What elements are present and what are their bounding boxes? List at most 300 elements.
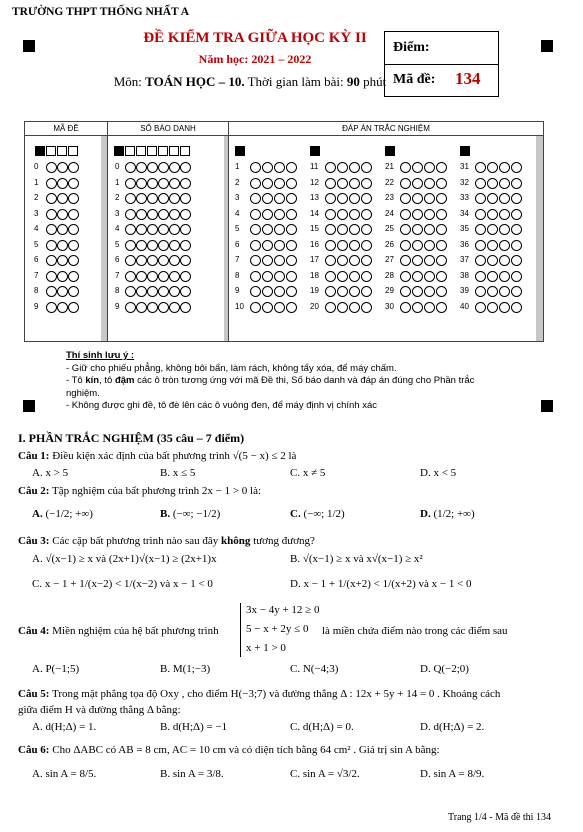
answer-bubble[interactable] (400, 224, 411, 235)
candidate-number-bubble[interactable] (169, 286, 180, 297)
q2-option-d[interactable] (420, 508, 475, 520)
candidate-number-bubble[interactable] (136, 224, 147, 235)
answer-bubble[interactable] (487, 209, 498, 220)
answer-bubble[interactable] (400, 286, 411, 297)
answer-bubble[interactable] (412, 240, 423, 251)
answer-bubble[interactable] (286, 271, 297, 282)
answer-bubble[interactable] (274, 240, 285, 251)
candidate-number-bubble[interactable] (180, 302, 191, 313)
exam-code-bubble[interactable] (46, 162, 57, 173)
candidate-number-bubble[interactable] (158, 193, 169, 204)
candidate-number-bubble[interactable] (125, 240, 136, 251)
question-5-label: Câu 5: (18, 688, 50, 700)
answer-bubble[interactable] (337, 209, 348, 220)
answer-bubble[interactable] (262, 271, 273, 282)
answer-bubble[interactable] (424, 178, 435, 189)
q2-option-c[interactable] (290, 508, 345, 520)
answer-bubble[interactable] (262, 302, 273, 313)
exam-code-bubble[interactable] (46, 255, 57, 266)
candidate-number-bubble[interactable] (169, 255, 180, 266)
exam-code-bubble[interactable] (57, 286, 68, 297)
answer-bubble[interactable] (499, 255, 510, 266)
answer-bubble[interactable] (349, 271, 360, 282)
answer-bubble[interactable] (250, 193, 261, 204)
exam-code-bubble[interactable] (68, 178, 79, 189)
candidate-number-bubble[interactable] (147, 162, 158, 173)
answer-bubble[interactable] (487, 302, 498, 313)
candidate-number-bubble[interactable] (158, 271, 169, 282)
candidate-number-bubble[interactable] (180, 286, 191, 297)
candidate-number-bubble[interactable] (136, 162, 147, 173)
candidate-number-bubble[interactable] (136, 286, 147, 297)
answer-bubble[interactable] (250, 224, 261, 235)
exam-code-bubble[interactable] (57, 255, 68, 266)
exam-code-bubble[interactable] (68, 224, 79, 235)
candidate-number-bubble[interactable] (158, 162, 169, 173)
candidate-number-bubble[interactable] (169, 302, 180, 313)
candidate-number-bubble[interactable] (147, 193, 158, 204)
answer-bubble[interactable] (436, 209, 447, 220)
answer-bubble[interactable] (499, 286, 510, 297)
answer-bubble[interactable] (487, 240, 498, 251)
candidate-number-bubble[interactable] (180, 178, 191, 189)
id-entry-box[interactable] (180, 146, 190, 156)
answer-bubble[interactable] (487, 286, 498, 297)
q5-option-d[interactable]: D. d(H;Δ) = 2. (420, 721, 485, 733)
answer-bubble[interactable] (412, 162, 423, 173)
answer-bubble[interactable] (475, 286, 486, 297)
answer-bubble[interactable] (511, 286, 522, 297)
answer-bubble[interactable] (400, 193, 411, 204)
answer-bubble[interactable] (286, 162, 297, 173)
answer-bubble[interactable] (487, 271, 498, 282)
exam-code-bubble[interactable] (57, 162, 68, 173)
q2-option-b-text: (−∞; −1/2) (172, 508, 221, 520)
q2-option-a[interactable] (32, 508, 93, 520)
candidate-number-bubble[interactable] (169, 162, 180, 173)
candidate-number-bubble[interactable] (136, 209, 147, 220)
candidate-number-bubble[interactable] (169, 193, 180, 204)
code-entry-box[interactable] (68, 146, 78, 156)
answer-bubble[interactable] (424, 255, 435, 266)
answer-bubble[interactable] (262, 240, 273, 251)
answer-bubble[interactable] (511, 302, 522, 313)
answer-bubble[interactable] (424, 302, 435, 313)
answer-bubble[interactable] (400, 255, 411, 266)
answer-number-label: 20 (310, 301, 319, 311)
candidate-number-bubble[interactable] (125, 302, 136, 313)
answer-bubble[interactable] (250, 162, 261, 173)
answer-bubble[interactable] (511, 178, 522, 189)
answer-bubble[interactable] (286, 209, 297, 220)
q3-option-c[interactable]: C. x − 1 + 1/(x−2) < 1/(x−2) và x − 1 < 0 (32, 578, 213, 590)
answer-bubble[interactable] (400, 240, 411, 251)
answer-bubble[interactable] (487, 178, 498, 189)
answer-bubble[interactable] (424, 224, 435, 235)
answer-bubble[interactable] (349, 255, 360, 266)
exam-code-bubble[interactable] (68, 271, 79, 282)
exam-code-bubble[interactable] (68, 193, 79, 204)
exam-code-bubble[interactable] (46, 224, 57, 235)
answer-bubble[interactable] (487, 255, 498, 266)
answer-bubble[interactable] (499, 178, 510, 189)
candidate-digit-label: 5 (115, 239, 120, 249)
q3-option-b[interactable]: B. √(x−1) ≥ x và x√(x−1) ≥ x² (290, 553, 423, 565)
answer-bubble[interactable] (286, 193, 297, 204)
q6-option-c[interactable]: C. sin A = √3/2. (290, 768, 360, 780)
answer-bubble[interactable] (436, 240, 447, 251)
answer-bubble[interactable] (361, 240, 372, 251)
exam-code-bubble[interactable] (57, 224, 68, 235)
q5-option-b[interactable]: B. d(H;Δ) = −1 (160, 721, 228, 733)
answer-bubble[interactable] (286, 240, 297, 251)
candidate-number-bubble[interactable] (136, 240, 147, 251)
answer-bubble[interactable] (325, 224, 336, 235)
answer-bubble[interactable] (262, 162, 273, 173)
answer-bubble[interactable] (361, 302, 372, 313)
answer-bubble[interactable] (475, 302, 486, 313)
answer-bubble[interactable] (274, 193, 285, 204)
id-entry-box[interactable] (158, 146, 168, 156)
code-entry-box[interactable] (57, 146, 67, 156)
exam-code-bubble[interactable] (68, 286, 79, 297)
candidate-number-bubble[interactable] (125, 178, 136, 189)
answer-bubble[interactable] (325, 209, 336, 220)
answer-bubble[interactable] (361, 209, 372, 220)
answer-bubble[interactable] (475, 255, 486, 266)
answer-bubble[interactable] (250, 302, 261, 313)
answer-bubble[interactable] (412, 224, 423, 235)
exam-code-bubble[interactable] (46, 209, 57, 220)
answer-bubble[interactable] (424, 271, 435, 282)
q5-option-c[interactable]: C. d(H;Δ) = 0. (290, 721, 354, 733)
answer-bubble[interactable] (337, 193, 348, 204)
answer-bubble[interactable] (325, 255, 336, 266)
answer-bubble[interactable] (250, 240, 261, 251)
candidate-number-bubble[interactable] (169, 209, 180, 220)
answer-bubble[interactable] (424, 162, 435, 173)
answer-bubble[interactable] (262, 224, 273, 235)
answer-bubble[interactable] (274, 271, 285, 282)
candidate-number-bubble[interactable] (180, 255, 191, 266)
candidate-number-bubble[interactable] (136, 302, 147, 313)
exam-code-bubble[interactable] (57, 271, 68, 282)
answer-bubble[interactable] (325, 302, 336, 313)
candidate-number-bubble[interactable] (180, 224, 191, 235)
answer-number-label: 30 (385, 301, 394, 311)
answer-bubble[interactable] (436, 286, 447, 297)
exam-code-bubble[interactable] (46, 193, 57, 204)
answer-bubble[interactable] (250, 255, 261, 266)
answer-bubble[interactable] (262, 286, 273, 297)
answer-number-label: 15 (310, 224, 319, 233)
q6-option-d[interactable]: D. sin A = 8/9. (420, 768, 485, 780)
answer-bubble[interactable] (337, 162, 348, 173)
exam-code-bubble[interactable] (46, 240, 57, 251)
answer-number-label: 17 (310, 255, 319, 264)
q6-option-a[interactable]: A. sin A = 8/5. (32, 768, 97, 780)
answer-bubble[interactable] (400, 302, 411, 313)
answer-bubble[interactable] (349, 302, 360, 313)
answer-bubble[interactable] (274, 224, 285, 235)
id-entry-box[interactable] (169, 146, 179, 156)
candidate-number-bubble[interactable] (158, 209, 169, 220)
exam-code-bubble[interactable] (68, 209, 79, 220)
exam-code-bubble[interactable] (46, 286, 57, 297)
exam-code-bubble[interactable] (46, 178, 57, 189)
answer-bubble[interactable] (361, 271, 372, 282)
answer-bubble[interactable] (349, 193, 360, 204)
answer-bubble[interactable] (499, 193, 510, 204)
exam-code-bubble[interactable] (57, 193, 68, 204)
candidate-number-bubble[interactable] (125, 209, 136, 220)
q3-option-d[interactable]: D. x − 1 + 1/(x+2) < 1/(x+2) và x − 1 < 0 (290, 578, 472, 590)
answer-bubble[interactable] (361, 178, 372, 189)
candidate-number-bubble[interactable] (136, 271, 147, 282)
answer-bubble[interactable] (475, 271, 486, 282)
answer-bubble[interactable] (262, 193, 273, 204)
answer-bubble[interactable] (286, 286, 297, 297)
candidate-number-bubble[interactable] (147, 224, 158, 235)
answer-bubble[interactable] (424, 193, 435, 204)
answer-bubble[interactable] (412, 255, 423, 266)
answer-bubble[interactable] (361, 286, 372, 297)
q2-option-d-letter: D. (420, 508, 431, 520)
candidate-number-bubble[interactable] (147, 178, 158, 189)
q2-option-b[interactable] (160, 508, 220, 520)
answer-bubble[interactable] (436, 255, 447, 266)
answer-bubble[interactable] (511, 271, 522, 282)
answer-bubble[interactable] (412, 178, 423, 189)
answer-bubble[interactable] (436, 178, 447, 189)
candidate-number-bubble[interactable] (180, 193, 191, 204)
answer-bubble[interactable] (499, 271, 510, 282)
answer-bubble[interactable] (487, 162, 498, 173)
answer-bubble[interactable] (400, 209, 411, 220)
q5-option-a[interactable]: A. d(H;Δ) = 1. (32, 721, 97, 733)
answer-bubble[interactable] (499, 302, 510, 313)
answer-bubble[interactable] (475, 178, 486, 189)
id-entry-box[interactable] (125, 146, 135, 156)
answer-bubble[interactable] (325, 193, 336, 204)
answer-bubble[interactable] (337, 271, 348, 282)
answer-bubble[interactable] (475, 193, 486, 204)
candidate-number-bubble[interactable] (136, 178, 147, 189)
answer-bubble[interactable] (250, 271, 261, 282)
exam-code-bubble[interactable] (68, 162, 79, 173)
answer-bubble[interactable] (349, 224, 360, 235)
answer-bubble[interactable] (511, 209, 522, 220)
answer-bubble[interactable] (424, 286, 435, 297)
answer-bubble[interactable] (436, 271, 447, 282)
answer-bubble[interactable] (400, 271, 411, 282)
answer-bubble[interactable] (400, 162, 411, 173)
candidate-number-bubble[interactable] (125, 224, 136, 235)
exam-code-bubble[interactable] (57, 240, 68, 251)
candidate-number-bubble[interactable] (158, 224, 169, 235)
answer-bubble[interactable] (475, 209, 486, 220)
answer-bubble[interactable] (499, 162, 510, 173)
candidate-number-bubble[interactable] (158, 240, 169, 251)
answer-bubble[interactable] (499, 240, 510, 251)
answer-bubble[interactable] (274, 209, 285, 220)
candidate-number-bubble[interactable] (180, 209, 191, 220)
answer-bubble[interactable] (511, 162, 522, 173)
candidate-number-bubble[interactable] (125, 162, 136, 173)
answer-bubble[interactable] (325, 240, 336, 251)
answer-bubble[interactable] (499, 209, 510, 220)
q4-option-c[interactable]: C. N(−4;3) (290, 663, 339, 675)
answer-bubble[interactable] (262, 209, 273, 220)
answer-bubble[interactable] (349, 286, 360, 297)
answer-bubble[interactable] (274, 302, 285, 313)
answer-bubble[interactable] (487, 193, 498, 204)
candidate-number-bubble[interactable] (180, 271, 191, 282)
exam-code-bubble[interactable] (57, 178, 68, 189)
answer-bubble[interactable] (361, 255, 372, 266)
answer-bubble[interactable] (412, 302, 423, 313)
answer-bubble[interactable] (475, 162, 486, 173)
candidate-number-bubble[interactable] (169, 178, 180, 189)
answer-bubble[interactable] (511, 224, 522, 235)
answer-bubble[interactable] (250, 286, 261, 297)
exam-code-bubble[interactable] (46, 302, 57, 313)
answer-bubble[interactable] (274, 162, 285, 173)
candidate-number-bubble[interactable] (125, 193, 136, 204)
answer-bubble[interactable] (337, 255, 348, 266)
q4-option-b[interactable]: B. M(1;−3) (160, 663, 211, 675)
candidate-number-bubble[interactable] (125, 271, 136, 282)
candidate-number-bubble[interactable] (136, 255, 147, 266)
candidate-number-bubble[interactable] (147, 286, 158, 297)
subject-line (100, 74, 400, 90)
answer-bubble[interactable] (262, 178, 273, 189)
candidate-number-bubble[interactable] (169, 271, 180, 282)
answer-bubble[interactable] (286, 255, 297, 266)
exam-code-bubble[interactable] (57, 209, 68, 220)
q2-option-b-letter: B. (160, 508, 171, 520)
id-entry-box[interactable] (136, 146, 146, 156)
exam-code-bubble[interactable] (68, 255, 79, 266)
answer-bubble[interactable] (325, 178, 336, 189)
answer-bubble[interactable] (337, 302, 348, 313)
answer-bubble[interactable] (511, 193, 522, 204)
code-entry-box[interactable] (46, 146, 56, 156)
answer-bubble[interactable] (412, 193, 423, 204)
q1-option-c[interactable]: C. x ≠ 5 (290, 467, 326, 479)
answer-bubble[interactable] (349, 178, 360, 189)
candidate-number-bubble[interactable] (158, 178, 169, 189)
answer-bubble[interactable] (286, 224, 297, 235)
answer-bubble[interactable] (274, 178, 285, 189)
answer-bubble[interactable] (436, 162, 447, 173)
answer-bubble[interactable] (286, 178, 297, 189)
answer-bubble[interactable] (325, 162, 336, 173)
answer-bubble[interactable] (361, 224, 372, 235)
candidate-number-bubble[interactable] (147, 255, 158, 266)
answer-bubble[interactable] (475, 224, 486, 235)
candidate-number-bubble[interactable] (180, 162, 191, 173)
candidate-number-bubble[interactable] (169, 240, 180, 251)
answer-bubble[interactable] (262, 255, 273, 266)
answer-bubble[interactable] (250, 178, 261, 189)
answer-bubble[interactable] (250, 209, 261, 220)
answer-bubble[interactable] (475, 240, 486, 251)
q4-option-d[interactable]: D. Q(−2;0) (420, 663, 469, 675)
answer-bubble[interactable] (436, 193, 447, 204)
answer-bubble[interactable] (487, 224, 498, 235)
candidate-number-bubble[interactable] (147, 209, 158, 220)
question-3 (18, 535, 566, 547)
answer-bubble[interactable] (361, 193, 372, 204)
answer-bubble[interactable] (337, 178, 348, 189)
answer-number-label: 32 (460, 177, 469, 187)
answer-bubble[interactable] (337, 240, 348, 251)
candidate-number-panel (108, 136, 224, 341)
answer-bubble[interactable] (412, 286, 423, 297)
answer-bubble[interactable] (325, 286, 336, 297)
q1-option-b[interactable]: B. x ≤ 5 (160, 467, 196, 479)
answer-bubble[interactable] (511, 240, 522, 251)
question-3-text-1: Các cặp bất phương trình nào sau đây (49, 535, 222, 547)
exam-code-bubble[interactable] (57, 302, 68, 313)
candidate-number-bubble[interactable] (147, 271, 158, 282)
answer-bubble[interactable] (499, 224, 510, 235)
answer-bubble[interactable] (424, 240, 435, 251)
q4-option-a[interactable]: A. P(−1;5) (32, 663, 80, 675)
exam-code-bubble[interactable] (68, 302, 79, 313)
answer-bubble[interactable] (286, 302, 297, 313)
answer-bubble[interactable] (424, 209, 435, 220)
candidate-number-bubble[interactable] (136, 193, 147, 204)
candidate-number-bubble[interactable] (125, 255, 136, 266)
answer-bubble[interactable] (412, 271, 423, 282)
answer-bubble[interactable] (412, 209, 423, 220)
candidate-number-bubble[interactable] (125, 286, 136, 297)
answer-bubble[interactable] (400, 178, 411, 189)
answer-bubble[interactable] (511, 255, 522, 266)
answer-bubble[interactable] (361, 162, 372, 173)
answer-bubble[interactable] (436, 224, 447, 235)
answer-bubble[interactable] (349, 240, 360, 251)
answer-bubble[interactable] (325, 271, 336, 282)
candidate-number-bubble[interactable] (169, 224, 180, 235)
answer-bubble[interactable] (337, 224, 348, 235)
answer-bubble[interactable] (337, 286, 348, 297)
notes-line-3: - Không được ghi đề, tô đè lên các ô vuông đen, để máy định vị chính xác (66, 400, 377, 411)
answer-bubble[interactable] (436, 302, 447, 313)
question-6 (18, 744, 566, 756)
answer-bubble[interactable] (274, 286, 285, 297)
exam-code-bubble[interactable] (46, 271, 57, 282)
candidate-number-bubble[interactable] (147, 240, 158, 251)
candidate-number-bubble[interactable] (158, 255, 169, 266)
q1-option-a[interactable]: A. x > 5 (32, 467, 69, 479)
answer-bubble[interactable] (349, 162, 360, 173)
section-title-detail: (35 câu – 7 điểm) (153, 431, 245, 445)
candidate-number-bubble[interactable] (158, 302, 169, 313)
q1-option-d[interactable]: D. x < 5 (420, 467, 457, 479)
q6-option-b[interactable]: B. sin A = 3/8. (160, 768, 224, 780)
q3-option-a[interactable]: A. √(x−1) ≥ x và (2x+1)√(x−1) ≥ (2x+1)x (32, 553, 217, 565)
candidate-number-bubble[interactable] (147, 302, 158, 313)
candidate-number-bubble[interactable] (180, 240, 191, 251)
id-entry-box[interactable] (147, 146, 157, 156)
exam-code-bubble[interactable] (68, 240, 79, 251)
answer-bubble[interactable] (274, 255, 285, 266)
answer-bubble[interactable] (349, 209, 360, 220)
candidate-number-bubble[interactable] (158, 286, 169, 297)
